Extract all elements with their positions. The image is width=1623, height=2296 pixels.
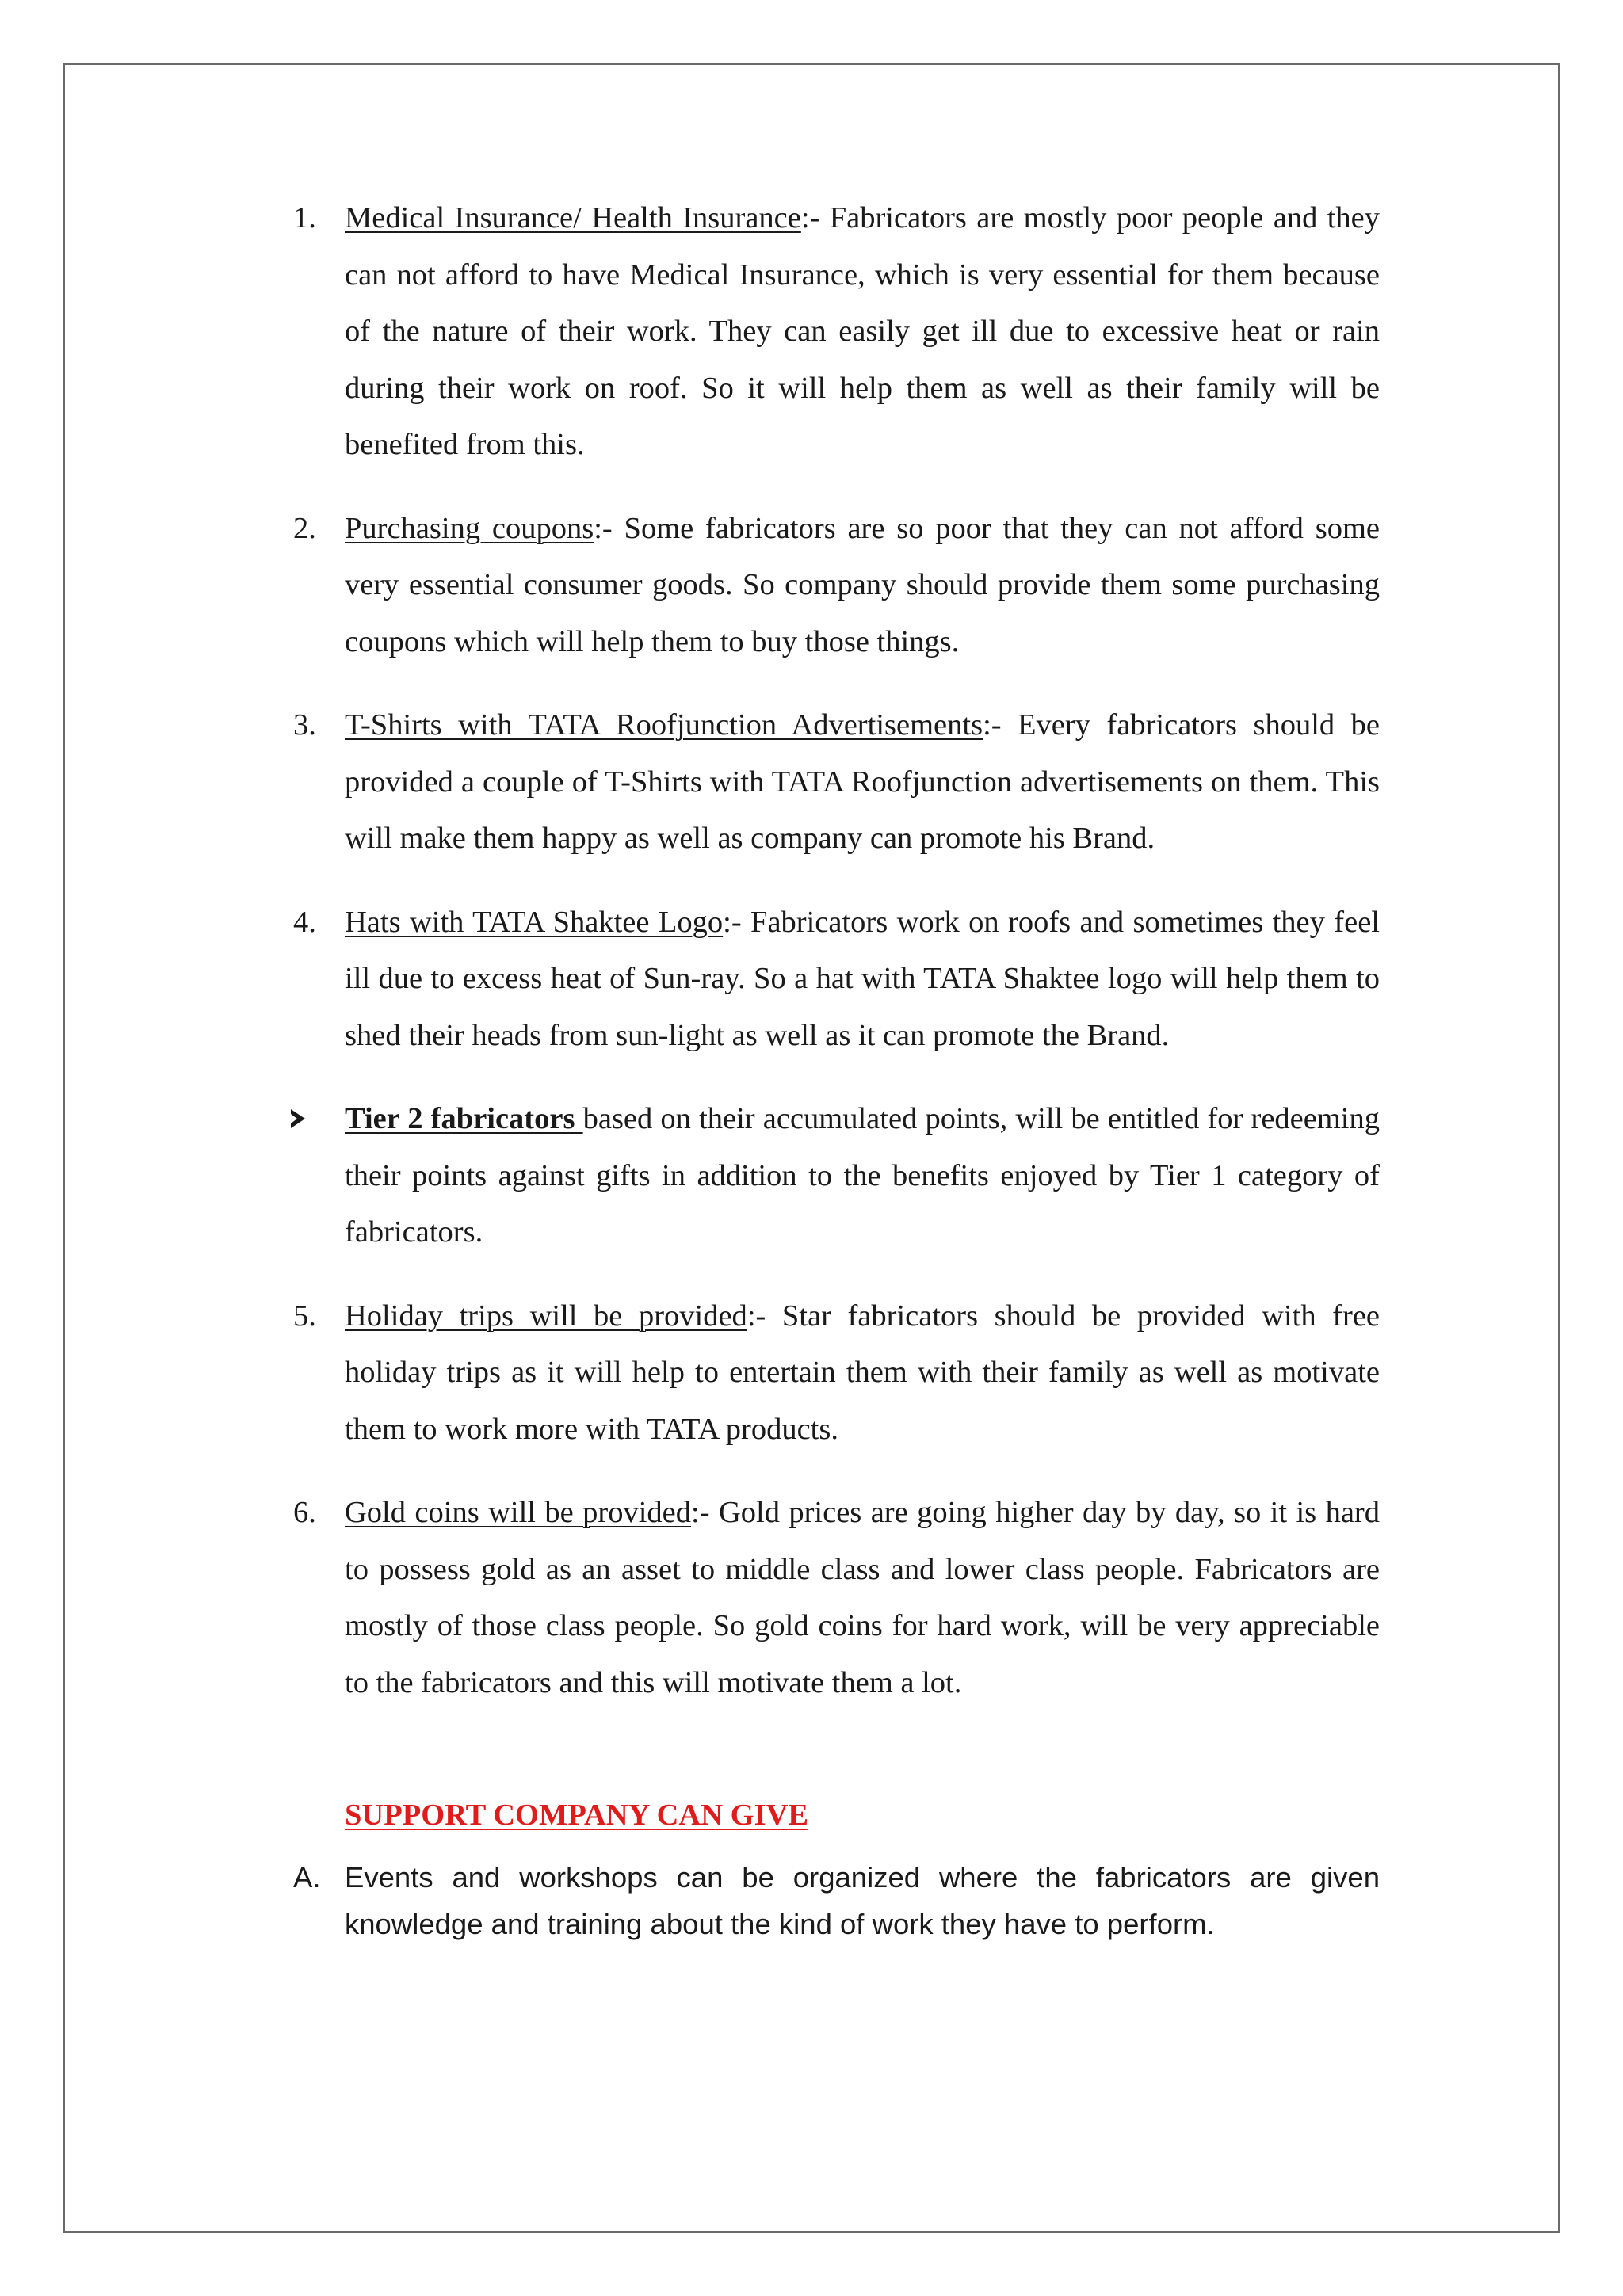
spacer — [293, 474, 1380, 501]
item-text: :- Fabricators are mostly poor people and they can not afford to have Medical Insurance, which is very essential for them because of the nature of their work. They can easily get ill due to excessive heat or rain during their work on roof. So it will help them as well as their family will be benefited from this. — [345, 201, 1380, 461]
list-item-t-shirts — [293, 697, 1380, 868]
list-number: 5. — [293, 1299, 316, 1333]
list-number: 1. — [293, 201, 316, 235]
tier-text: based on their accumulated points, will be entitled for redeeming their points against gifts in addition to the benefits enjoyed by Tier 1 category of fabricators. — [345, 1102, 1380, 1249]
item-title: Holiday trips will be provided — [345, 1299, 747, 1333]
spacer — [293, 1458, 1380, 1485]
tier-title: Tier 2 fabricators — [345, 1102, 583, 1135]
spacer — [293, 1064, 1380, 1091]
item-title: Hats with TATA Shaktee Logo — [345, 905, 724, 939]
list-item-hats — [293, 894, 1380, 1065]
spacer — [293, 1261, 1380, 1288]
list-number: 2. — [293, 511, 316, 545]
item-text: :- Star fabricators should be provided with free holiday trips as it will help to entertain them with their family as well as motivate them to work more with TATA products. — [345, 1299, 1380, 1446]
section-heading-support: SUPPORT COMPANY CAN GIVE — [345, 1798, 809, 1832]
list-number: 3. — [293, 708, 316, 742]
support-item-text: Events and workshops can be organized where the fabricators are given knowledge and training about the kind of work they have to perform. — [345, 1860, 1380, 1940]
spacer — [293, 670, 1380, 697]
tier-2-bullet — [293, 1091, 1380, 1261]
list-item-medical-insurance — [293, 190, 1380, 474]
item-title: T-Shirts with TATA Roofjunction Advertisements — [345, 708, 983, 742]
document-body — [293, 190, 1380, 1947]
list-item-purchasing-coupons — [293, 501, 1380, 671]
support-item-events — [293, 1854, 1380, 1947]
item-title: Purchasing coupons — [345, 511, 594, 545]
spacer — [293, 868, 1380, 894]
list-letter: A. — [293, 1860, 321, 1894]
item-text: :- Fabricators work on roofs and sometimes they feel ill due to excess heat of Sun-ray. So a hat with TATA Shaktee logo will help them to shed their heads from sun-light as well as it can promote the Brand. — [345, 905, 1380, 1052]
item-title: Medical Insurance/ Health Insurance — [345, 201, 801, 235]
item-text: :- Gold prices are going higher day by day, so it is hard to possess gold as an asset to middle class and lower class people. Fabricators are mostly of those class people. So gold coins for hard work, will be very appreciable to the fabricators and this will motivate them a lot. — [345, 1496, 1380, 1699]
list-item-gold-coins — [293, 1485, 1380, 1711]
list-number: 6. — [293, 1496, 316, 1529]
item-title: Gold coins will be provided — [345, 1496, 692, 1529]
list-number: 4. — [293, 905, 316, 939]
list-item-holiday-trips — [293, 1288, 1380, 1459]
item-text: :- Every fabricators should be provided a couple of T-Shirts with TATA Roofjunction advertisements on them. This will make them happy as well as company can promote his Brand. — [345, 708, 1380, 855]
arrow-bullet-icon — [291, 1109, 305, 1128]
item-text: :- Some fabricators are so poor that they can not afford some very essential consumer goods. So company should provide them some purchasing coupons which will help them to buy those things. — [345, 511, 1380, 658]
